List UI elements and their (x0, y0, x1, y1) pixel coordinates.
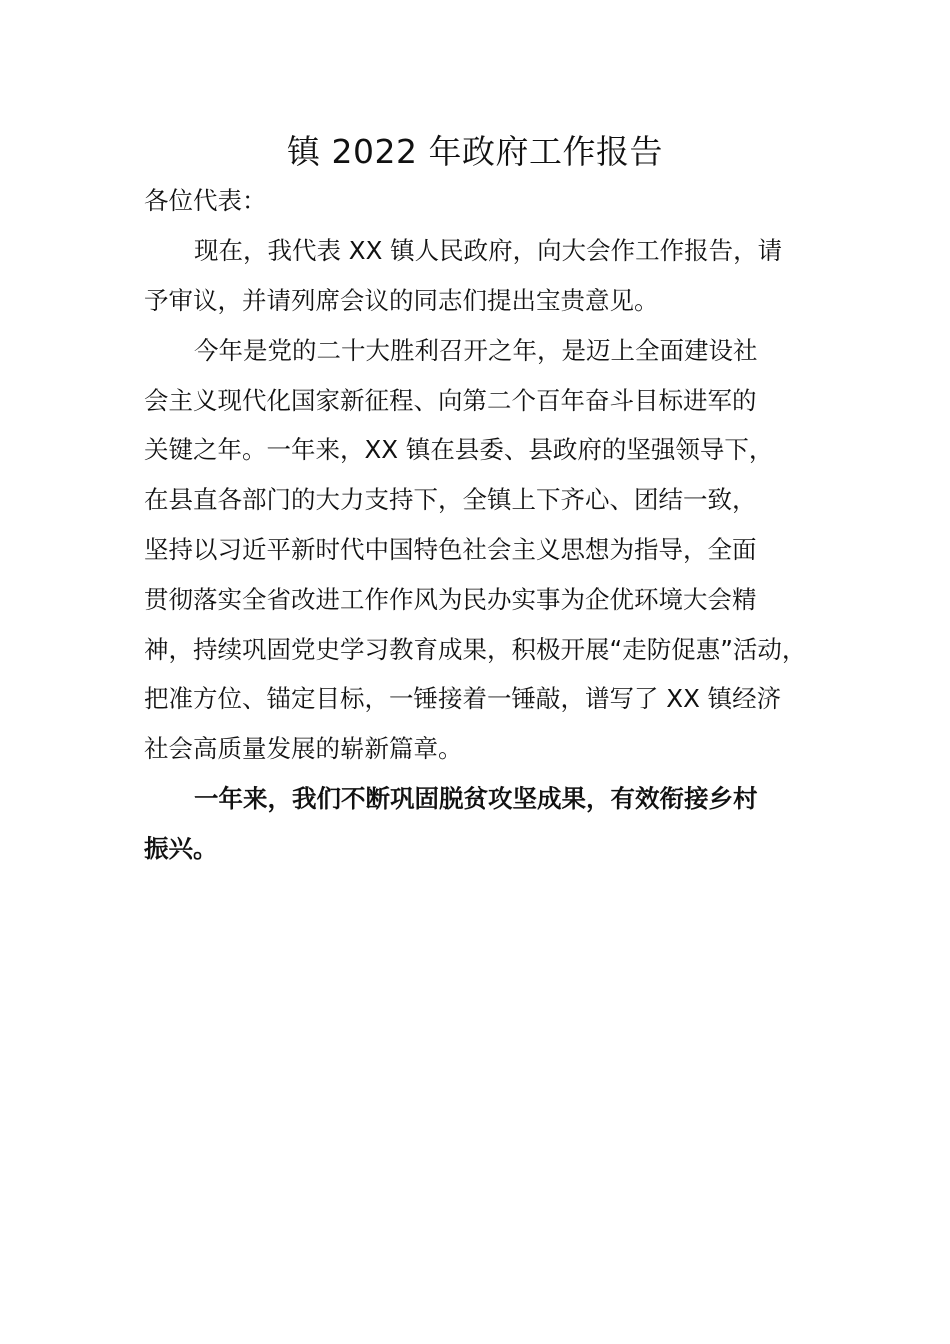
salutation: 各位代表： (144, 186, 267, 215)
paragraph-2-line-2: 会主义现代化国家新征程、向第二个百年奋斗目标进军的 (144, 386, 757, 415)
paragraph-2-line-7: 神，持续巩固党史学习教育成果，积极开展“走防促惠”活动， (144, 635, 807, 664)
paragraph-1-line-2: 予审议，并请列席会议的同志们提出宝贵意见。 (144, 286, 659, 315)
paragraph-3-line-1: 一年来，我们不断巩固脱贫攻坚成果，有效衔接乡村 (194, 784, 758, 813)
paragraph-2-line-4: 在县直各部门的大力支持下，全镇上下齐心、团结一致， (144, 485, 757, 514)
paragraph-2-line-9: 社会高质量发展的崭新篇章。 (144, 734, 463, 763)
paragraph-3-line-2: 振兴。 (144, 834, 218, 863)
paragraph-2-line-5: 坚持以习近平新时代中国特色社会主义思想为指导，全面 (144, 535, 757, 564)
paragraph-2-line-3: 关键之年。一年来，XX 镇在县委、县政府的坚强领导下， (144, 435, 774, 464)
paragraph-2-line-8: 把准方位、锚定目标，一锤接着一锤敲，谱写了 XX 镇经济 (144, 684, 782, 713)
paragraph-1-line-1: 现在，我代表 XX 镇人民政府，向大会作工作报告，请 (194, 236, 783, 265)
document-title: 镇 2022 年政府工作报告 (287, 132, 663, 171)
paragraph-2-line-6: 贯彻落实全省改进工作作风为民办实事为企优环境大会精 (144, 585, 757, 614)
paragraph-2-line-1: 今年是党的二十大胜利召开之年，是迈上全面建设社 (194, 336, 758, 365)
